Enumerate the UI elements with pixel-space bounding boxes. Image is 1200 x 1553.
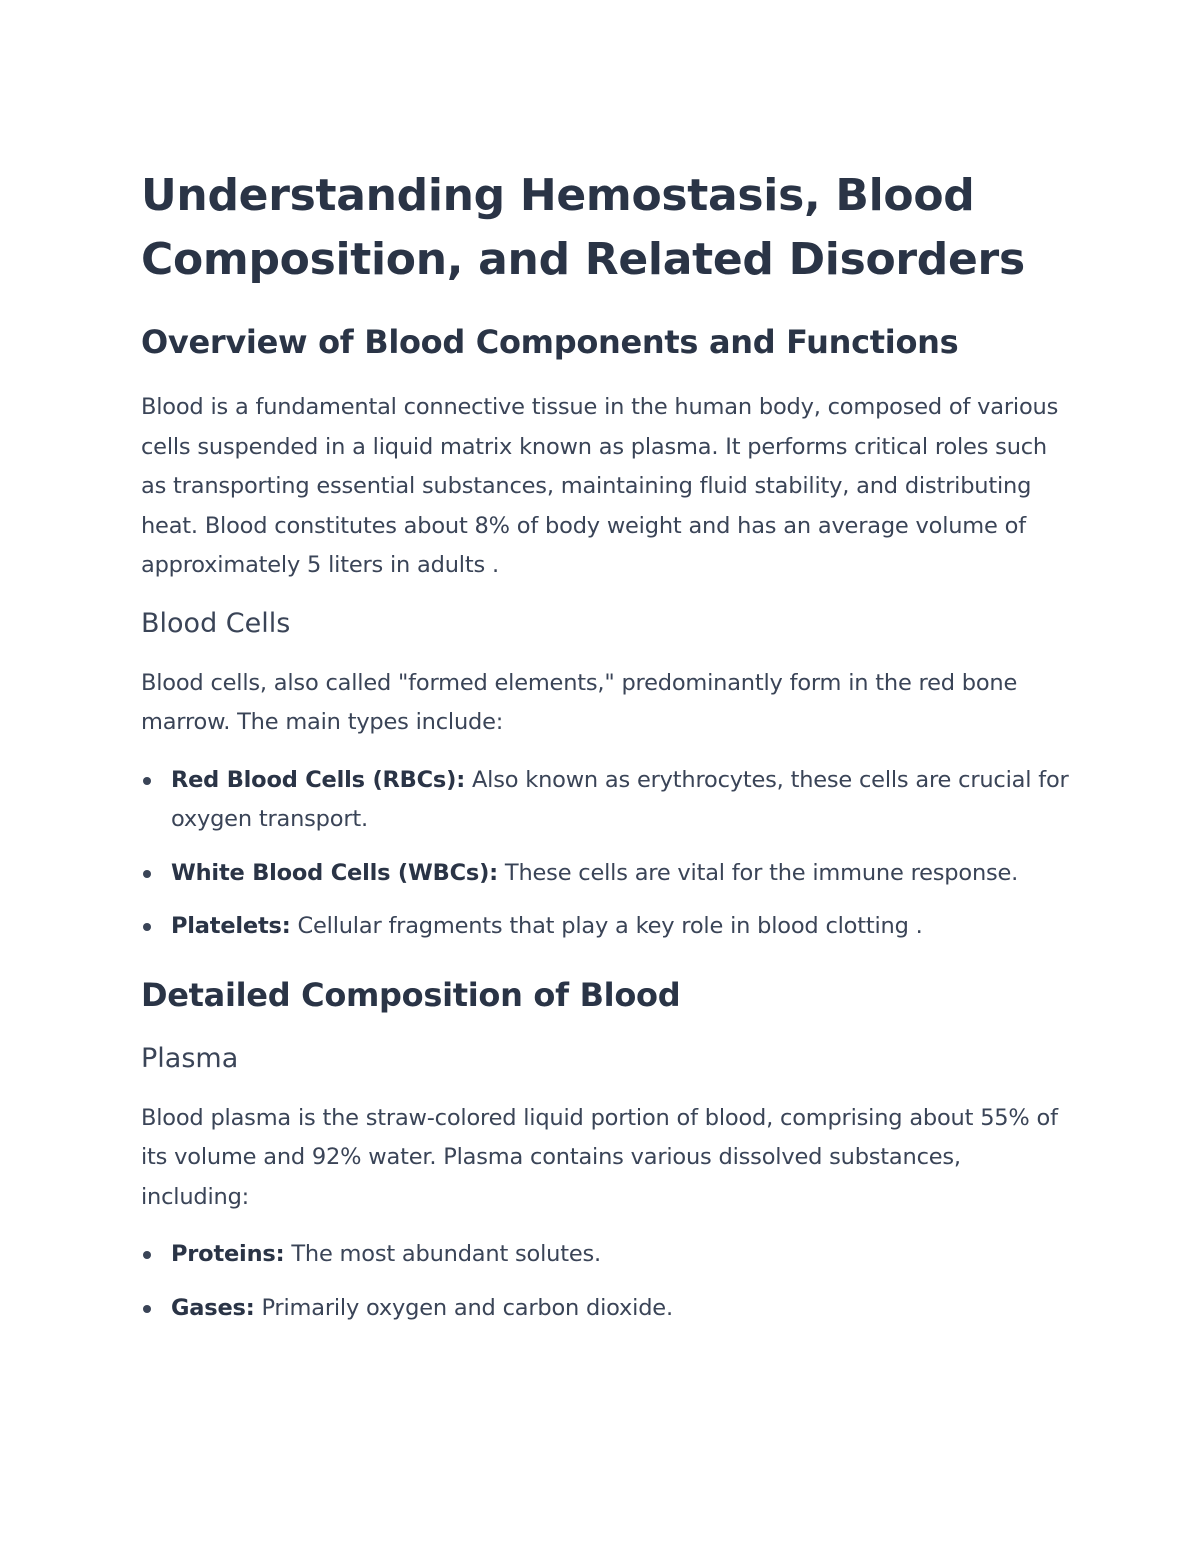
bullet-icon — [143, 870, 151, 878]
overview-paragraph: Blood is a fundamental connective tissue in the human body, composed of various cells suspended in a liquid matrix known as plasma. It performs critical roles such as transporting essential substances, maintaining fluid stability, and distributing heat. Blood constitutes about 8% of body weight and has an average volume of approximately 5 liters in adults . — [141, 394, 1059, 578]
plasma-paragraph: Blood plasma is the straw-colored liquid portion of blood, comprising about 55% of its volume and 92% water. Plasma contains various dissolved substances, including: — [141, 1104, 1058, 1210]
document-title: Understanding Hemostasis, Blood Composition, and Related Disorders — [141, 170, 1025, 285]
list-item — [141, 1289, 1071, 1329]
section-heading-composition: Detailed Composition of Blood — [141, 975, 681, 1014]
document-page — [141, 164, 1071, 1342]
subsection-heading-plasma: Plasma — [141, 1042, 239, 1074]
list-item-term: White Blood Cells (WBCs): — [171, 859, 498, 886]
list-item-term: Red Blood Cells (RBCs): — [171, 766, 466, 793]
list-item-text: Cellular fragments that play a key role in blood clotting . — [290, 913, 923, 939]
bullet-icon — [143, 1251, 151, 1259]
list-item-term: Gases: — [171, 1294, 255, 1321]
blood-cells-list — [141, 761, 1071, 947]
list-item-text: Also known as erythrocytes, these cells are crucial for oxygen transport. — [171, 766, 1069, 832]
section-heading-overview: Overview of Blood Components and Functions — [141, 323, 959, 361]
list-item-text: Primarily oxygen and carbon dioxide. — [254, 1294, 673, 1321]
list-item-term: Proteins: — [171, 1241, 285, 1267]
list-item — [141, 907, 1071, 947]
list-item-text: The most abundant solutes. — [284, 1241, 601, 1267]
subsection-heading-blood-cells: Blood Cells — [141, 607, 291, 639]
bullet-icon — [143, 1305, 151, 1313]
bullet-icon — [143, 777, 151, 785]
list-item — [141, 1235, 1071, 1275]
list-item-text: These cells are vital for the immune response. — [497, 859, 1019, 886]
bullet-icon — [143, 923, 151, 931]
plasma-list — [141, 1235, 1071, 1328]
list-item-term: Platelets: — [171, 913, 291, 939]
list-item — [141, 761, 1071, 840]
blood-cells-paragraph: Blood cells, also called "formed elements," predominantly form in the red bone marrow. The main types include: — [141, 669, 1018, 735]
list-item — [141, 854, 1071, 894]
